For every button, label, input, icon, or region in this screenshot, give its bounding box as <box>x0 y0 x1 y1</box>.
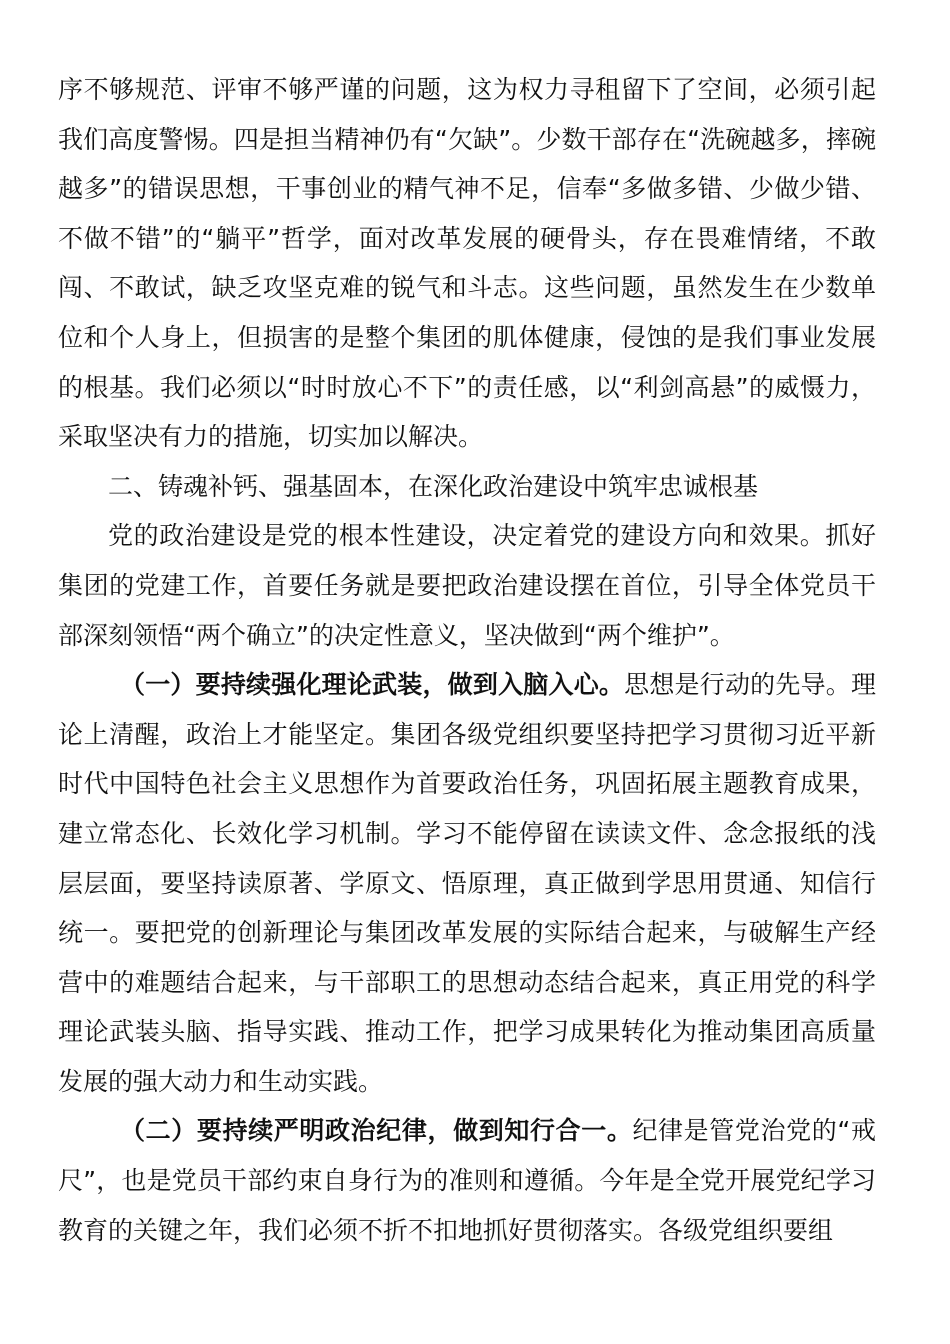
subsection-text-1: 思想是行动的先导。理论上清醒，政治上才能坚定。集团各级党组织要坚持把学习贯彻习近平新时代中国特色社会主义思想作为首要政治任务，巩固拓展主题教育成果，建立常态化、长效化学习机制。学习不能停留在读读文件、念念报纸的浅层层面，要坚持读原著、学原文、悟原理，真正做到学思用贯通、知信行统一。要把党的创新理论与集团改革发展的实际结合起来，与破解生产经营中的难题结合起来，与干部职工的思想动态结合起来，真正用党的科学理论武装头脑、指导实践、推动工作，把学习成果转化为推动集团高质量发展的强大动力和生动实践。 <box>58 670 876 1096</box>
subsection-lead-1: （一）要持续强化理论武装，做到入脑入心。 <box>120 670 625 700</box>
subsection-text-2: 纪律是管党治党的“戒尺”，也是党员干部约束自身行为的准则和遵循。今年是全党开展党纪学习教育的关键之年，我们必须不折不扣地抓好贯彻落实。各级党组织要组 <box>58 1116 876 1245</box>
document-body <box>58 65 876 1255</box>
subsection-lead-2: （二）要持续严明政治纪律，做到知行合一。 <box>120 1116 633 1146</box>
body-paragraph-continued: 序不够规范、评审不够严谨的问题，这为权力寻租留下了空间，必须引起我们高度警惕。四是担当精神仍有“欠缺”。少数干部存在“洗碗越多，摔碗越多”的错误思想，干事创业的精气神不足，信奉“多做多错、少做少错、不做不错”的“躺平”哲学，面对改革发展的硬骨头，存在畏难情绪，不敢闯、不敢试，缺乏攻坚克难的锐气和斗志。这些问题，虽然发生在少数单位和个人身上，但损害的是整个集团的肌体健康，侵蚀的是我们事业发展的根基。我们必须以“时时放心不下”的责任感，以“利剑高悬”的威慑力，采取坚决有力的措施，切实加以解决。 <box>58 75 876 452</box>
subsection-paragraph-1 <box>58 660 876 1106</box>
section-heading: 二、铸魂补钙、强基固本，在深化政治建设中筑牢忠诚根基 <box>108 471 759 501</box>
body-paragraph: 党的政治建设是党的根本性建设，决定着党的建设方向和效果。抓好集团的党建工作，首要任务就是要把政治建设摆在首位，引导全体党员干部深刻领悟“两个确立”的决定性意义，坚决做到“两个维护”。 <box>58 521 876 650</box>
subsection-paragraph-2 <box>58 1106 876 1255</box>
